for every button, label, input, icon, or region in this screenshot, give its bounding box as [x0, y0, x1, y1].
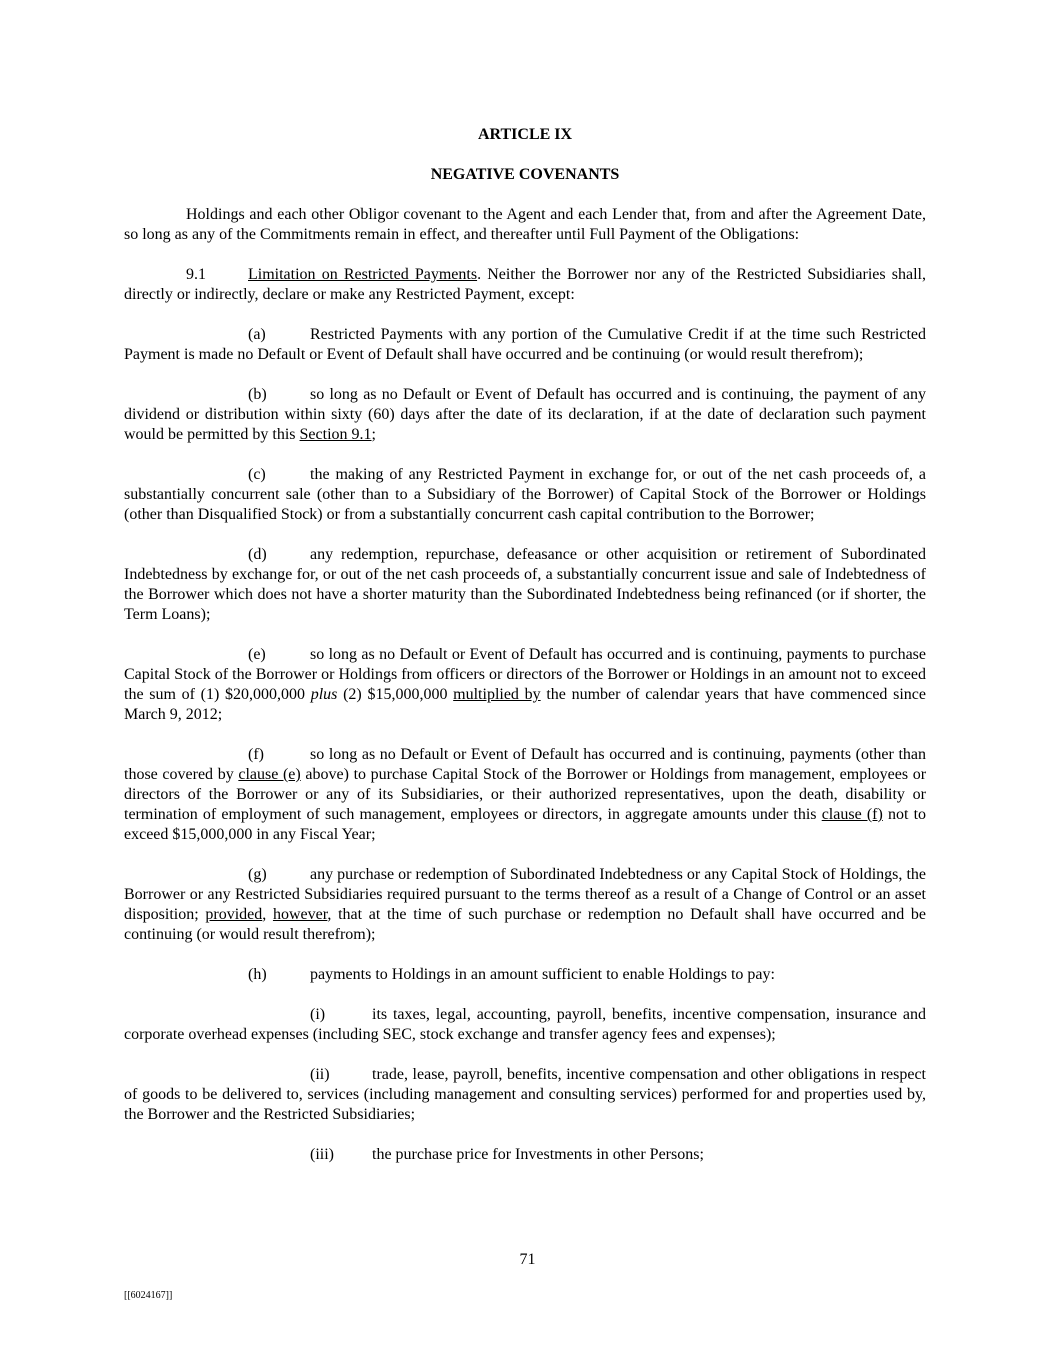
clause-text: the making of any Restricted Payment in exchange for, or out of the net cash proceeds of, a substantially concurrent sale (other than to a Subsidiary of the Borrower) of Capital Stock of the Borrower or Holdings (other than Disqualified Stock) or from a substantially concurrent cash capital contribution to the Borrower;	[124, 466, 926, 523]
clause-label: (f)	[248, 746, 264, 763]
subclause-text: its taxes, legal, accounting, payroll, benefits, incentive compensation, insurance and corporate overhead expenses (including SEC, stock exchange and transfer agency fees and expenses);	[124, 1006, 926, 1043]
clause-label: (c)	[248, 466, 266, 483]
article-subtitle: NEGATIVE COVENANTS	[430, 166, 620, 183]
clause-label: (b)	[248, 386, 267, 403]
subclause-label: (iii)	[310, 1146, 334, 1163]
clause-label: (a)	[248, 326, 266, 343]
clause-label: (d)	[248, 546, 267, 563]
clause-label: (g)	[248, 866, 267, 883]
plus-term: plus	[310, 686, 338, 703]
clause-c	[124, 465, 926, 525]
clause-text: above) to purchase Capital Stock of the Borrower or Holdings from management, employees or directors of the Borrower or any of its Subsidiaries, or their authorized representatives, upon the death, disability or termination of employment of such management, employees or directors, in aggregate amounts under this	[124, 766, 927, 823]
clause-text: not to exceed $15,000,000 in any Fiscal Year;	[124, 806, 927, 843]
clause-d	[124, 545, 926, 625]
however-term: however	[272, 906, 328, 923]
subclause-i	[124, 1005, 926, 1045]
clause-g: (g) any purchase or redemption of Subordinated Indebtedness or any Capital Stock of Holdings, the Borrower or any Restricted Subsidiaries required pursuant to the terms thereof as a result of a Change of Control or an asset disposition; provided, however, that at the time of such purchase or redemption no Default shall have occurred and be continuing (or would result therefrom);	[124, 866, 927, 943]
subclause-text: trade, lease, payroll, benefits, incentive compensation and other obligations in respect of goods to be delivered to, services (including management and consulting services) performed for and properties used by, the Borrower and the Restricted Subsidiaries;	[124, 1066, 926, 1123]
cross-reference: Section 9.1	[299, 426, 372, 443]
section-9-1	[124, 265, 926, 305]
clause-text: the number of calendar years that have commenced since March 9, 2012;	[124, 686, 927, 723]
clause-text: so long as no Default or Event of Default has occurred and is continuing, payments (other than those covered by	[124, 746, 926, 783]
section-heading-end: .	[477, 266, 482, 283]
clause-h	[124, 965, 926, 985]
clause-text-end: ;	[371, 426, 376, 443]
intro-paragraph: Holdings and each other Obligor covenant to the Agent and each Lender that, from and after the Agreement Date, so long as any of the Commitments remain in effect, and thereafter until Full Payment of the Obligations:	[124, 206, 926, 243]
provided-term: provided	[205, 906, 263, 923]
section-heading: Limitation on Restricted Payments	[248, 266, 478, 283]
section-number: 9.1	[186, 266, 206, 283]
clause-e	[124, 645, 926, 725]
subclause-text: the purchase price for Investments in other Persons;	[372, 1146, 704, 1163]
clause-label: (e)	[248, 646, 266, 663]
clause-text: any redemption, repurchase, defeasance or other acquisition or retirement of Subordinated Indebtedness by exchange for, or out of the net cash proceeds of, a substantially concurrent issue and sale of Indebtedness of the Borrower which does not have a shorter maturity than the Subordinated Indebtedness being refinanced (or if shorter, the Term Loans);	[124, 546, 926, 623]
clause-b	[124, 385, 926, 445]
clause-text: so long as no Default or Event of Default has occurred and is continuing, payments to purchase Capital Stock of the Borrower or Holdings from officers or directors of the Borrower or Holdings in an amount not to exceed the sum of (1) $20,000,000	[124, 646, 926, 703]
document-id: [[6024167]]	[124, 1290, 173, 1301]
clause-text: any purchase or redemption of Subordinated Indebtedness or any Capital Stock of Holdings, the Borrower or any Restricted Subsidiaries required pursuant to the terms thereof as a result of a Change of Control or an asset disposition;	[124, 866, 926, 923]
clause-label: (h)	[248, 966, 267, 983]
clause-a	[124, 325, 926, 365]
clause-text: so long as no Default or Event of Default has occurred and is continuing, the payment of any dividend or distribution within sixty (60) days after the date of its declaration, if at the date of declaration such payment would be permitted by this	[124, 386, 926, 443]
cross-reference: clause (f)	[821, 806, 883, 823]
cross-reference: clause (e)	[238, 766, 301, 783]
section-text: Neither the Borrower nor any of the Restricted Subsidiaries shall, directly or indirectly, declare or make any Restricted Payment, except:	[124, 266, 926, 303]
page-content	[124, 125, 926, 1165]
clause-text: that at the time of such purchase or redemption no Default shall have occurred and be continuing (or would result therefrom);	[124, 906, 927, 943]
subclause-label: (i)	[310, 1006, 326, 1023]
page-number: 71	[519, 1251, 536, 1268]
subclause-iii	[124, 1145, 926, 1165]
clause-f	[124, 745, 926, 845]
clause-text: (2) $15,000,000	[343, 686, 448, 703]
clause-text: payments to Holdings in an amount sufficient to enable Holdings to pay:	[310, 966, 775, 983]
multiplied-by-term: multiplied by	[453, 686, 541, 703]
subclause-label: (ii)	[310, 1066, 330, 1083]
subclause-ii	[124, 1065, 926, 1125]
article-title: ARTICLE IX	[477, 126, 573, 143]
clause-text: Restricted Payments with any portion of the Cumulative Credit if at the time such Restricted Payment is made no Default or Event of Default shall have occurred and be continuing (or would result therefrom);	[124, 326, 926, 363]
